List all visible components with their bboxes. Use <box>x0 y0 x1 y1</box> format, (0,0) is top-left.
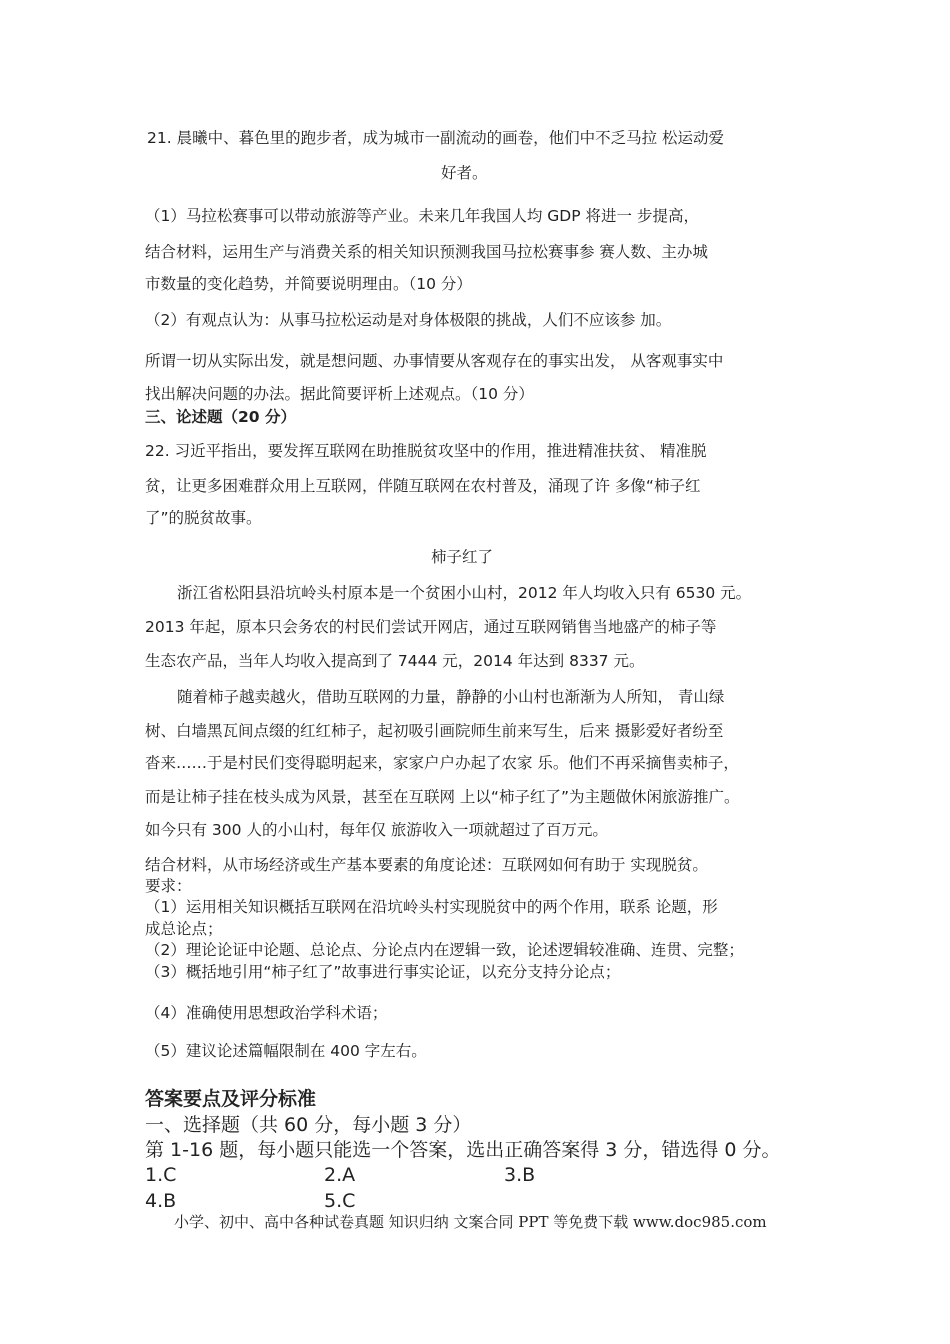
section-3-title: 三、论述题（20 分） <box>145 408 296 426</box>
requirement-2: （2）理论论证中论题、总论点、分论点内在逻辑一致，论述逻辑较准确、连贯、完整； <box>145 941 744 959</box>
story-line-1: 浙江省松阳县沿坑岭头村原本是一个贫困小山村，2012 年人均收入只有 6530 元。 <box>177 584 752 602</box>
q22-stem-line-2: 贫，让更多困难群众用上互联网，伴随互联网在农村普及，涌现了许 多像“柿子红 <box>145 477 701 495</box>
q21-part1-line-2: 结合材料，运用生产与消费关系的相关知识预测我国马拉松赛事参 赛人数、主办城 <box>145 243 708 261</box>
requirement-5: （5）建议论述篇幅限制在 400 字左右。 <box>145 1042 427 1060</box>
q21-part2-line-2: 所谓一切从实际出发，就是想问题、办事情要从客观存在的事实出发， 从客观事实中 <box>145 352 724 370</box>
story-title: 柿子红了 <box>431 548 494 566</box>
story-line-4: 随着柿子越卖越火，借助互联网的力量，静静的小山村也渐渐为人所知， 青山绿 <box>177 688 725 706</box>
requirement-3: （3）概括地引用“柿子红了”故事进行事实论证，以充分支持分论点； <box>145 963 621 981</box>
story-line-2: 2013 年起，原本只会务农的村民们尝试开网店，通过互联网销售当地盛产的柿子等 <box>145 618 717 636</box>
q21-part1-line-3: 市数量的变化趋势，并简要说明理由。（10 分） <box>145 275 472 293</box>
q22-stem-line-1: 22. 习近平指出，要发挥互联网在助推脱贫攻坚中的作用，推进精准扶贫、 精准脱 <box>145 442 707 460</box>
answer-item: 2.A <box>324 1164 356 1186</box>
story-line-7: 而是让柿子挂在枝头成为风景，甚至在互联网 上以“柿子红了”为主题做休闲旅游推广。 <box>145 788 740 806</box>
answer-item: 4.B <box>145 1190 177 1212</box>
answer-scoring-rule: 第 1-16 题，每小题只能选一个答案，选出正确答案得 3 分，错选得 0 分。 <box>145 1139 781 1161</box>
requirement-4: （4）准确使用思想政治学科术语； <box>145 1004 388 1022</box>
story-line-5: 树、白墙黑瓦间点缀的红红柿子，起初吸引画院师生前来写生，后来 摄影爱好者纷至 <box>145 722 724 740</box>
story-line-6: 沓来……于是村民们变得聪明起来，家家户户办起了农家 乐。他们不再采摘售卖柿子， <box>145 754 739 772</box>
story-line-3: 生态农产品，当年人均收入提高到了 7444 元，2014 年达到 8337 元。 <box>145 652 645 670</box>
story-line-8: 如今只有 300 人的小山村，每年仅 旅游收入一项就超过了百万元。 <box>145 821 608 839</box>
q21-stem-line-1: 21. 晨曦中、暮色里的跑步者，成为城市一副流动的画卷，他们中不乏马拉 松运动爱 <box>147 129 725 147</box>
answer-item: 1.C <box>145 1164 177 1186</box>
answer-item: 3.B <box>504 1164 536 1186</box>
requirement-1-line-2: 成总论点； <box>145 920 223 938</box>
q21-part2-line-3: 找出解决问题的办法。据此简要评析上述观点。（10 分） <box>145 385 534 403</box>
q21-part2-line-1: （2）有观点认为：从事马拉松运动是对身体极限的挑战，人们不应该参 加。 <box>145 311 672 329</box>
q21-stem-line-2: 好者。 <box>441 164 488 182</box>
answer-item: 5.C <box>324 1190 356 1212</box>
requirement-1-line-1: （1）运用相关知识概括互联网在沿坑岭头村实现脱贫中的两个作用，联系 论题，形 <box>145 898 718 916</box>
q22-task: 结合材料，从市场经济或生产基本要素的角度论述：互联网如何有助于 实现脱贫。 <box>145 856 708 874</box>
page-footer: 小学、初中、高中各种试卷真题 知识归纳 文案合同 PPT 等免费下载 www.doc985.com <box>174 1213 767 1231</box>
answer-heading: 答案要点及评分标准 <box>145 1088 317 1110</box>
requirements-title: 要求： <box>145 877 192 895</box>
q22-stem-line-3: 了”的脱贫故事。 <box>145 509 262 527</box>
q21-part1-line-1: （1）马拉松赛事可以带动旅游等产业。未来几年我国人均 GDP 将进一 步提高， <box>145 207 699 225</box>
answer-part-1-title: 一、选择题（共 60 分，每小题 3 分） <box>145 1114 472 1136</box>
